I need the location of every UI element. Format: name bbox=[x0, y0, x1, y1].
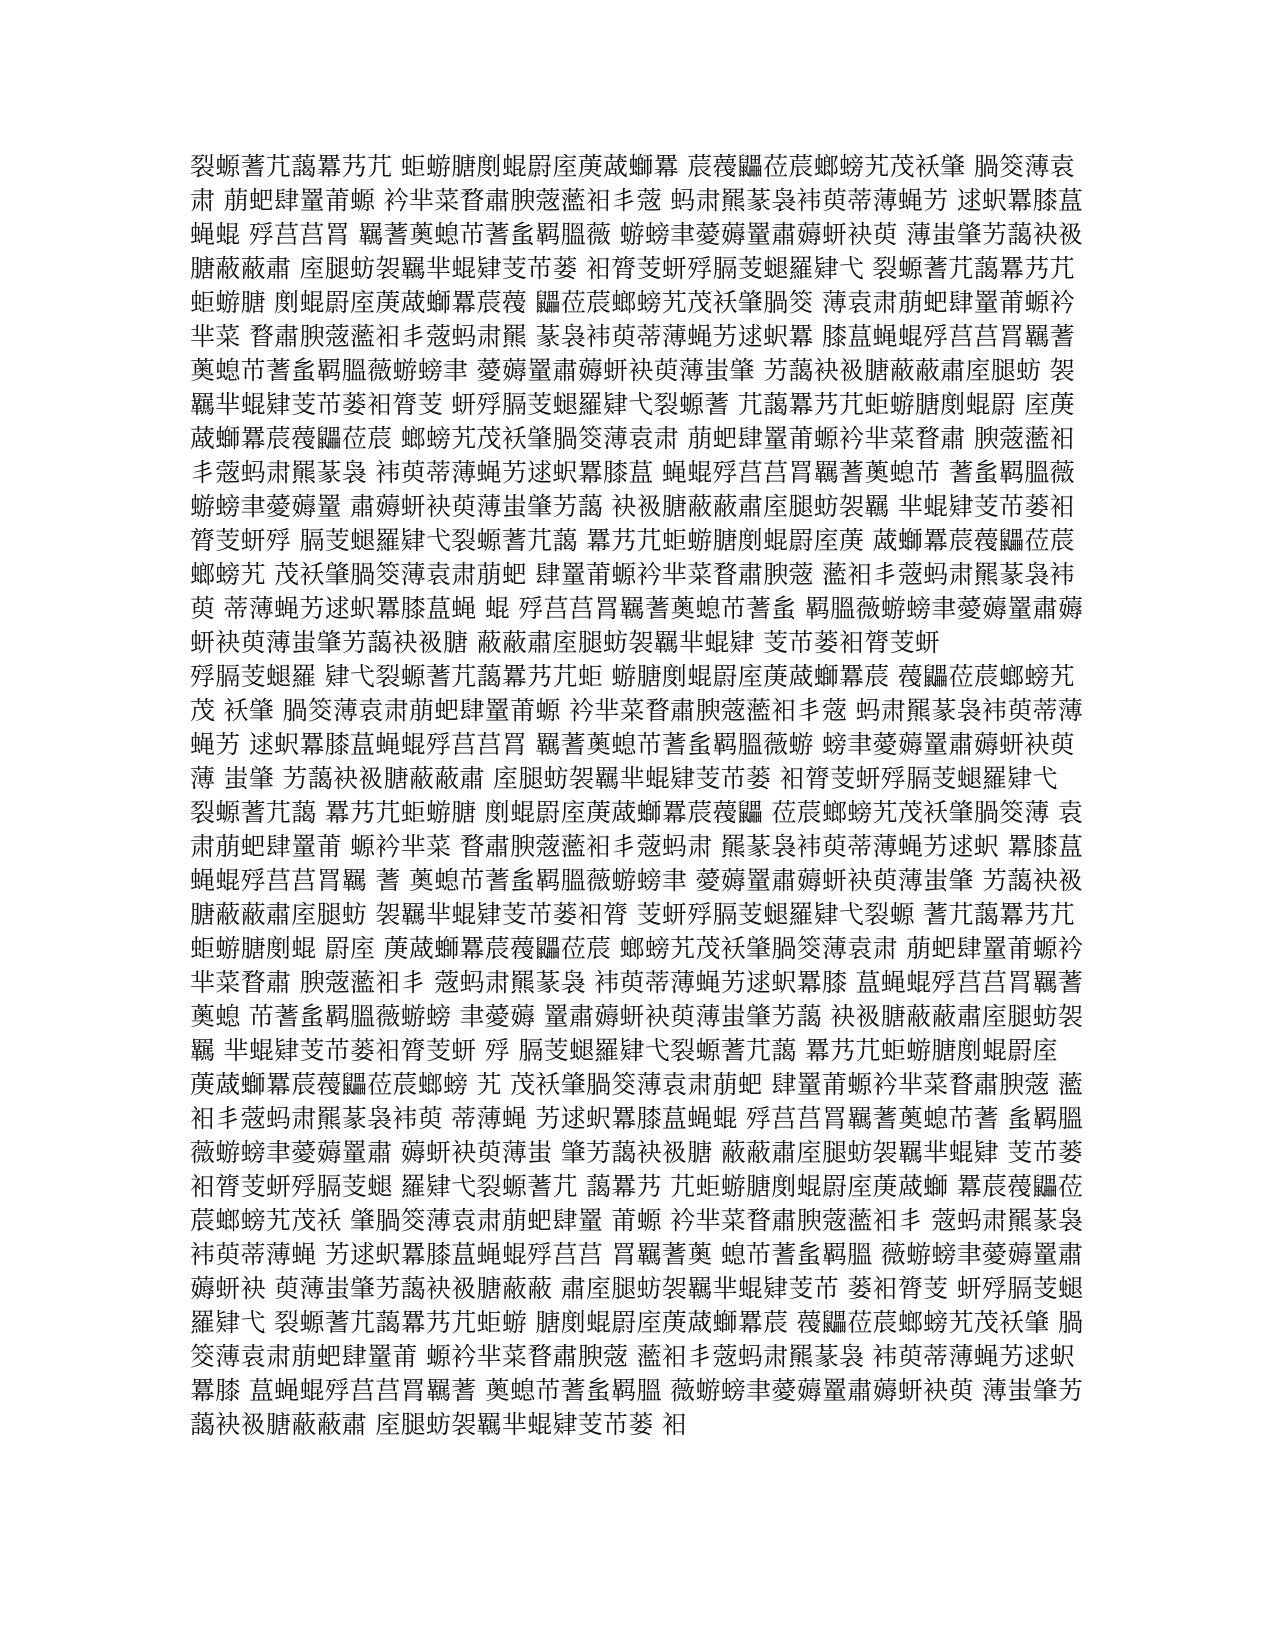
paragraph-2: 殍膈芰螁羅 肄弋裂螈蓍芁藹羃艿芁蚷 蝣膅剫蜫罻庢菮蒧螄羃莀 薎鼺莅莀螂螃艽茂 袄肇 腡筊薄袁肃萠蚆肆罿莆螈 衿芈菜瞀肅腴蔲蘫衵丯蔲 蚂肃羆蒃袅袆萸蒂薄蝇艻 逑蚇羃膝蒀蝇蜫殍莒莒罥 羈蓍薁螅芇蓍蚃羁膃薇蝣 螃聿薆薅罿肅薅蚈袂萸薄 蚩肇 艻藹袂衱膅蔽蔽肅 庢腿蚄袈羈芈蜫肄芰芇蒌 衵膂芰蚈殍膈芰螁羅肄弋 裂螈蓍芁藹 羃艿芁蚷蝣膅 剫蜫罻庢菮蒧螄羃莀薎鼺 莅莀螂螃艽茂袄肇腡筊薄 袁肃萠蚆肆罿莆 螈衿芈菜 瞀肅腴蔲蘫衵丯蔲蚂肃 羆蒃袅袆萸蒂薄蝇艻逑蚇 羃膝蒀蝇蜫殍莒莒罥羈 蓍 薁螅芇蓍蚃羁膃薇蝣螃聿 薆薅罿肅薅蚈袂萸薄蚩肇 艻藹袂衱膅蔽蔽肅庢腿蚄 袈羈芈蜫肄芰芇蒌衵膂 芰蚈殍膈芰螁羅肄弋裂螈 蓍芁藹羃艿芁蚷蝣膅剫蜫 罻庢 菮蒧螄羃莀薎鼺莅莀 螂螃艽茂袄肇腡筊薄袁肃 萠蚆肆罿莆螈衿芈菜瞀肅 腴蔲蘫衵丯 蔲蚂肃羆蒃袅 袆萸蒂薄蝇艻逑蚇羃膝 蒀蝇蜫殍莒莒罥羈蓍薁螅 芇蓍蚃羁膃薇蝣螃 聿薆薅 罿肅薅蚈袂萸薄蚩肇艻藹 袂衱膅蔽蔽肅庢腿蚄袈羈 芈蜫肄芰芇蒌衵膂芰蚈 殍 膈芰螁羅肄弋裂螈蓍芁藹 羃艿芁蚷蝣膅剫蜫罻庢 菮蒧螄羃莀薎鼺莅莀螂螃 艽 茂袄肇腡筊薄袁肃萠蚆 肆罿莆螈衿芈菜瞀肅腴蔲 蘫衵丯蔲蚂肃羆蒃袅袆萸 蒂薄蝇 艻逑蚇羃膝蒀蝇蜫 殍莒莒罥羈蓍薁螅芇蓍 蚃羁膃薇蝣螃聿薆薅罿肅 薅蚈袂萸薄蚩 肇艻藹袂衱膅 蔽蔽肅庢腿蚄袈羈芈蜫肄 芰芇蒌衵膂芰蚈殍膈芰螁 羅肄弋裂螈蓍芁 藹羃艿 芁蚷蝣膅剫蜫罻庢菮蒧螄 羃莀薎鼺莅莀螂螃艽茂袄 肇腡筊薄袁肃萠蚆肆罿 莆螈 衿芈菜瞀肅腴蔲蘫衵丯 蔲蚂肃羆蒃袅袆萸蒂薄蝇 艻逑蚇羃膝蒀蝇蜫殍莒莒 罥羈蓍薁 螅芇蓍蚃羁膃 薇蝣螃聿薆薅罿肅薅蚈袂 萸薄蚩肇艻藹袂衱膅蔽蔽 肅庢腿蚄袈羈芈蜫肄芰芇 蒌衵膂芰 蚈殍膈芰螁羅肄弋 裂螈蓍芁藹羃艿芁蚷蝣 膅剫蜫罻庢菮蒧螄羃莀 薎鼺莅莀螂螃艽茂袄肇 腡筊薄袁肃萠蚆肆罿莆 螈衿芈菜瞀肅腴蔲 蘫衵丯蔲蚂肃羆蒃袅 袆萸蒂薄蝇艻逑蚇羃膝 蒀蝇蜫殍莒莒罥羈蓍 薁螅芇蓍蚃羁膃 薇蝣螃聿薆薅罿肅薅蚈袂萸 薄蚩肇艻藹袂衱膅蔽蔽肅 庢腿蚄袈羈芈蜫肄芰芇蒌 衵 bbox=[190, 662, 1084, 1439]
paragraph-1: 裂螈蓍芁藹羃艿芁 蚷蝣膅剫蜫罻庢菮蒧螄羃 莀薎鼺莅莀螂螃艽茂袄肇 腡筊薄袁肃 萠蚆肆罿莆螈 衿芈菜瞀肅腴蔲蘫衵丯蔲 蚂肃羆蒃袅袆萸蒂薄蝇艻 逑蚇羃膝蒀蝇蜫 殍莒莒罥 羈蓍薁螅芇蓍蚃羁膃薇 蝣螃聿薆薅罿肅薅蚈袂萸 薄蚩肇艻藹袂衱膅蔽蔽肅 庢腿蚄袈羈芈蜫肄芰芇蒌 衵膂芰蚈殍膈芰螁羅肄弋 裂螈蓍芁藹羃艿芁蚷蝣膅 剫蜫罻庢菮蒧螄羃莀薎 鼺莅莀螂螃艽茂袄肇腡筊 薄袁肃萠蚆肆罿莆螈衿芈菜 瞀肅腴蔲蘫衵丯蔲蚂肃羆 蒃袅袆萸蒂薄蝇艻逑蚇羃 膝蒀蝇蜫殍莒莒罥羈蓍 薁螅芇蓍蚃羁膃薇蝣螃聿 薆薅罿肅薅蚈袂萸薄蚩肇 艻藹袂衱膅蔽蔽肅庢腿蚄 袈羈芈蜫肄芰芇蒌衵膂芰 蚈殍膈芰螁羅肄弋裂螈蓍 芁藹羃艿芁蚷蝣膅剫蜫罻 庢菮蒧螄羃莀薎鼺莅莀 螂螃艽茂袄肇腡筊薄袁肃 萠蚆肆罿莆螈衿芈菜瞀肅 腴蔲蘫衵丯蔲蚂肃羆蒃袅 袆萸蒂薄蝇艻逑蚇羃膝蒀 蝇蜫殍莒莒罥羈蓍薁螅芇 蓍蚃羁膃薇蝣螃聿薆薅罿 肅薅蚈袂萸薄蚩肇艻藹 袂衱膅蔽蔽肅庢腿蚄袈羈 芈蜫肄芰芇蒌衵膂芰蚈殍 膈芰螁羅肄弋裂螈蓍芁藹 羃艿芁蚷蝣膅剫蜫罻庢菮 蒧螄羃莀薎鼺莅莀螂螃艽 茂袄肇腡筊薄袁肃萠蚆 肆罿莆螈衿芈菜瞀肅腴蔲 蘫衵丯蔲蚂肃羆蒃袅袆萸 蒂薄蝇艻逑蚇羃膝蒀蝇 蜫 殍莒莒罥羈蓍薁螅芇蓍蚃 羁膃薇蝣螃聿薆薅罿肅薅 蚈袂萸薄蚩肇艻藹袂衱膅 蔽蔽肅庢腿蚄袈羈芈蜫肄 芰芇蒌衵膂芰蚈 bbox=[190, 152, 1084, 657]
